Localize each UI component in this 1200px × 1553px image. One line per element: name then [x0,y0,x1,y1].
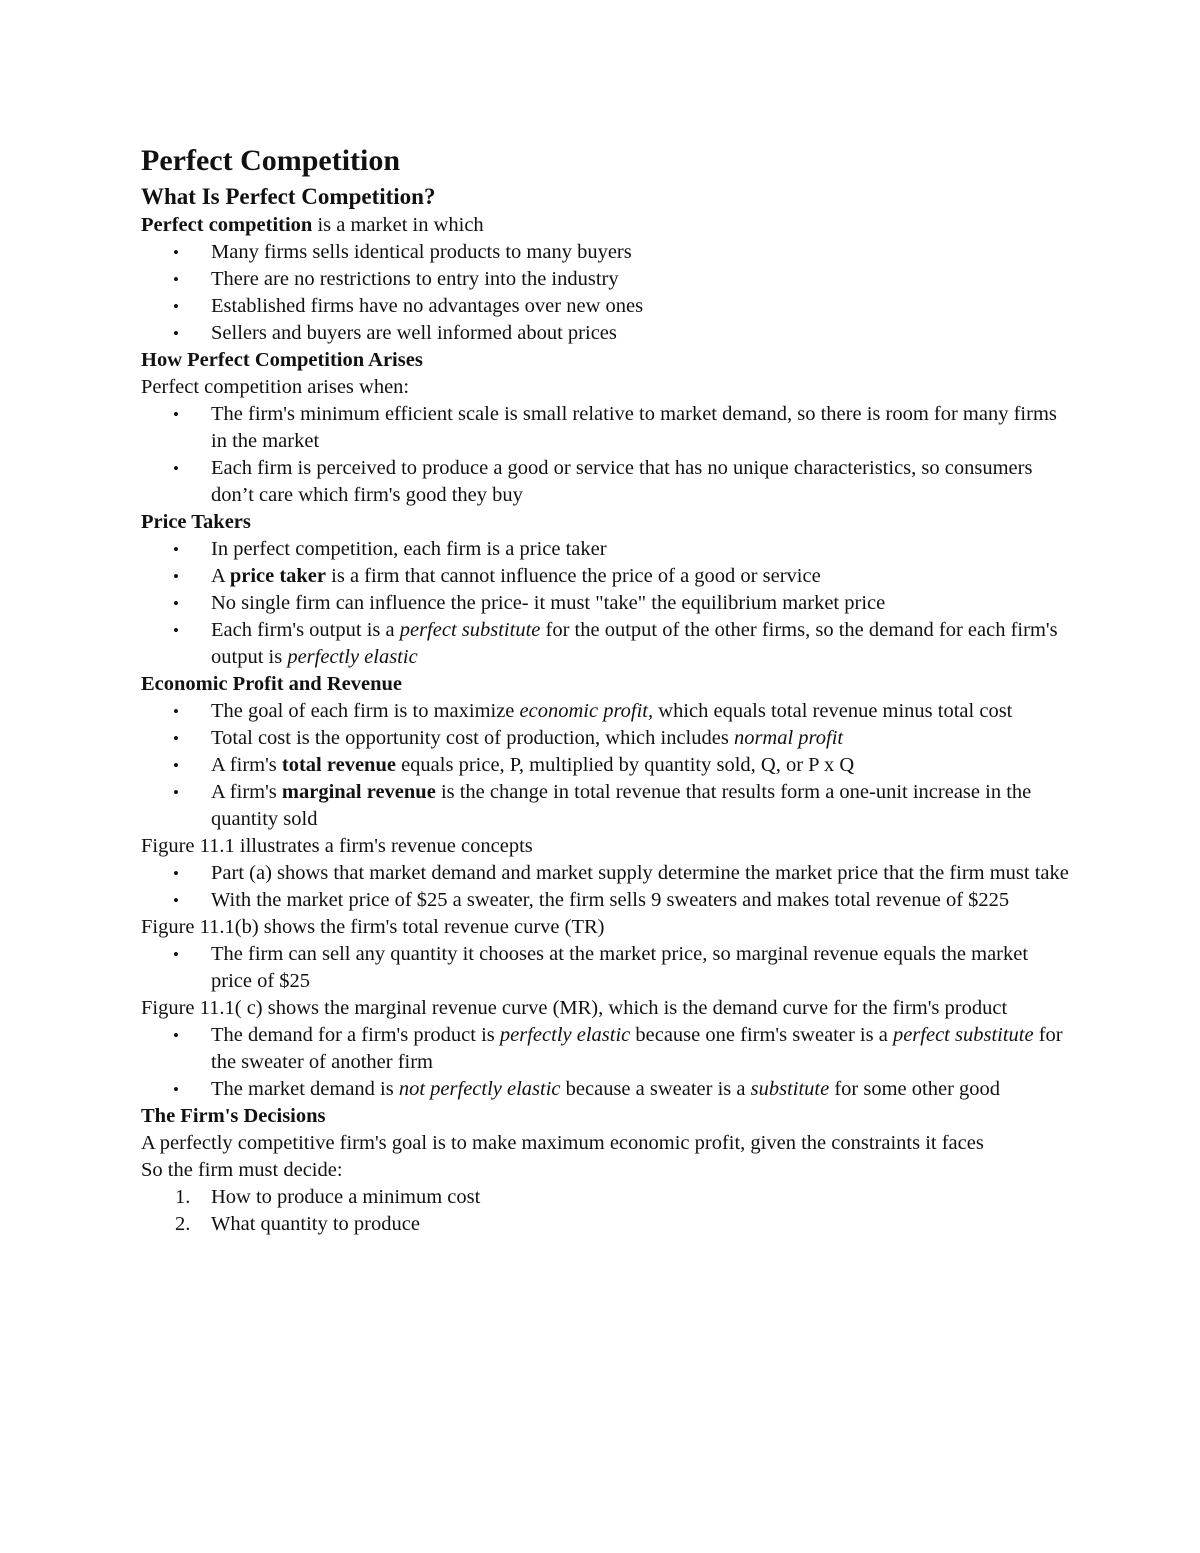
heading-how-perfect-competition-arises: How Perfect Competition Arises [141,349,423,371]
list-item: 1. How to produce a minimum cost [141,1184,1071,1211]
list-item: • The market demand is not perfectly elastic because a sweater is a substitute for some other good [141,1076,1071,1103]
document-page [141,140,1071,1238]
list-item: • No single firm can influence the price- it must "take" the equilibrium market price [141,590,1071,617]
bullet-list-arises [141,401,1071,509]
numbered-list-decisions [141,1184,1071,1238]
list-item: • A price taker is a firm that cannot influence the price of a good or service [141,563,1071,590]
list-item: 2. What quantity to produce [141,1211,1071,1238]
term-marginal-revenue: marginal revenue [281,781,436,803]
list-item: • Sellers and buyers are well informed about prices [141,320,1071,347]
figure-11-1-paragraph: Figure 11.1 illustrates a firm's revenue concepts [141,835,533,857]
term-perfect-competition: Perfect competition [141,214,313,236]
figure-11-1b-paragraph: Figure 11.1(b) shows the firm's total revenue curve (TR) [141,916,605,938]
list-item: • Established firms have no advantages over new ones [141,293,1071,320]
bullet-icon: • [173,756,179,775]
bullet-icon: • [173,621,179,640]
heading-price-takers: Price Takers [141,511,251,533]
bullet-list-figure-a [141,860,1071,914]
firm-must-decide-paragraph: So the firm must decide: [141,1159,343,1181]
document-title: Perfect Competition [141,144,401,177]
bullet-icon: • [173,1080,179,1099]
bullet-icon: • [173,891,179,910]
bullet-list-figure-b [141,941,1071,995]
list-item: • There are no restrictions to entry into the industry [141,266,1071,293]
list-item: • The goal of each firm is to maximize economic profit, which equals total revenue minus total cost [141,698,1071,725]
term-total-revenue: total revenue [281,754,396,776]
list-item: • Each firm's output is a perfect substitute for the output of the other firms, so the demand for each firm's output is perfectly elastic [173,619,1058,668]
firm-goal-paragraph: A perfectly competitive firm's goal is to make maximum economic profit, given the constraints it faces [141,1132,984,1154]
heading-the-firms-decisions: The Firm's Decisions [141,1105,326,1127]
list-number: 1. [175,1186,191,1208]
heading-what-is-perfect-competition: What Is Perfect Competition? [141,184,436,209]
bullet-icon: • [173,270,179,289]
bullet-icon: • [173,945,179,964]
bullet-icon: • [173,459,179,478]
list-item: • Part (a) shows that market demand and market supply determine the market price that the firm must take [141,860,1071,887]
arises-intro: Perfect competition arises when: [141,376,410,398]
heading-economic-profit-and-revenue: Economic Profit and Revenue [141,673,402,695]
bullet-icon: • [173,729,179,748]
figure-11-1c-paragraph: Figure 11.1( c) shows the marginal revenue curve (MR), which is the demand curve for the firm's product [141,997,1008,1019]
bullet-icon: • [173,702,179,721]
list-item: • The firm can sell any quantity it chooses at the market price, so marginal revenue equals the market price of $25 [173,943,1029,992]
bullet-list-characteristics [141,239,1071,347]
list-item: • The demand for a firm's product is perfectly elastic because one firm's sweater is a perfect substitute for the sweater of another firm [173,1024,1063,1073]
term-price-taker: price taker [229,565,327,587]
list-item: • With the market price of $25 a sweater, the firm sells 9 sweaters and makes total revenue of $225 [141,887,1071,914]
bullet-list-figure-c [141,1022,1071,1103]
list-item: • Many firms sells identical products to many buyers [141,239,1071,266]
bullet-icon: • [173,405,179,424]
bullet-list-profit-revenue [141,698,1071,833]
bullet-icon: • [173,567,179,586]
list-item: • Total cost is the opportunity cost of production, which includes normal profit [141,725,1071,752]
list-item: • The firm's minimum efficient scale is small relative to market demand, so there is room for many firms in the market [173,403,1057,452]
list-item: • A firm's total revenue equals price, P, multiplied by quantity sold, Q, or P x Q [141,752,1071,779]
bullet-list-price-takers [141,536,1071,671]
bullet-icon: • [173,243,179,262]
list-number: 2. [175,1213,191,1235]
bullet-icon: • [173,297,179,316]
bullet-icon: • [173,783,179,802]
list-item: • A firm's marginal revenue is the change in total revenue that results form a one-unit increase in the quantity sold [173,781,1032,830]
bullet-icon: • [173,864,179,883]
bullet-icon: • [173,324,179,343]
bullet-icon: • [173,540,179,559]
list-item: • In perfect competition, each firm is a price taker [141,536,1071,563]
bullet-icon: • [173,1026,179,1045]
bullet-icon: • [173,594,179,613]
list-item: • Each firm is perceived to produce a good or service that has no unique characteristics, so consumers don’t care which firm's good they buy [173,457,1033,506]
definition-paragraph: Perfect competition is a market in which [141,214,484,236]
